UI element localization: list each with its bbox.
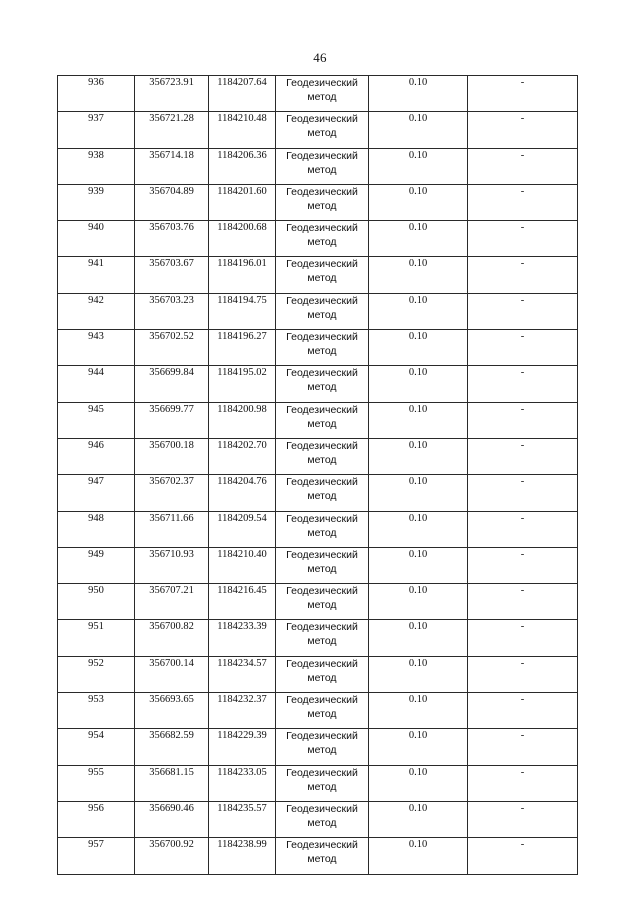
y-coordinate-cell: 1184196.27 [209,330,276,366]
table-row [58,76,578,112]
point-number-cell: 949 [58,547,135,583]
x-coordinate-cell: 356721.28 [135,112,209,148]
method-cell [276,438,369,474]
table-row [58,402,578,438]
description-cell: - [468,511,578,547]
table-row [58,366,578,402]
y-coordinate-cell: 1184200.98 [209,402,276,438]
description-cell: - [468,584,578,620]
point-number-cell: 943 [58,330,135,366]
y-coordinate-cell: 1184195.02 [209,366,276,402]
y-coordinate-cell: 1184209.54 [209,511,276,547]
method-text: Геодезический [286,839,358,852]
point-number-cell: 947 [58,475,135,511]
table-row [58,584,578,620]
point-number-cell: 937 [58,112,135,148]
description-cell: - [468,366,578,402]
table-row [58,184,578,220]
y-coordinate-cell: 1184216.45 [209,584,276,620]
accuracy-cell: 0.10 [369,221,468,257]
coordinates-table-body [58,76,578,875]
table-row [58,257,578,293]
point-number-cell: 948 [58,511,135,547]
method-text: Геодезический [286,548,358,561]
x-coordinate-cell: 356704.89 [135,184,209,220]
method-text: метод [307,308,337,321]
description-cell: - [468,838,578,874]
method-cell [276,584,369,620]
method-cell [276,656,369,692]
description-cell: - [468,438,578,474]
method-cell [276,184,369,220]
description-cell: - [468,221,578,257]
point-number-cell: 950 [58,584,135,620]
method-text: Геодезический [286,149,358,162]
description-cell: - [468,765,578,801]
method-text: Геодезический [286,802,358,815]
method-cell [276,693,369,729]
y-coordinate-cell: 1184206.36 [209,148,276,184]
table-row [58,765,578,801]
accuracy-cell: 0.10 [369,257,468,293]
table-row [58,729,578,765]
point-number-cell: 941 [58,257,135,293]
method-cell [276,148,369,184]
method-text: Геодезический [286,730,358,743]
description-cell: - [468,184,578,220]
accuracy-cell: 0.10 [369,656,468,692]
accuracy-cell: 0.10 [369,838,468,874]
accuracy-cell: 0.10 [369,438,468,474]
x-coordinate-cell: 356681.15 [135,765,209,801]
y-coordinate-cell: 1184200.68 [209,221,276,257]
method-text: метод [307,816,337,829]
accuracy-cell: 0.10 [369,584,468,620]
method-text: метод [307,562,337,575]
description-cell: - [468,729,578,765]
y-coordinate-cell: 1184204.76 [209,475,276,511]
method-text: Геодезический [286,113,358,126]
description-cell: - [468,656,578,692]
accuracy-cell: 0.10 [369,729,468,765]
method-text: метод [307,163,337,176]
point-number-cell: 954 [58,729,135,765]
table-row [58,438,578,474]
method-cell [276,293,369,329]
method-text: Геодезический [286,294,358,307]
point-number-cell: 938 [58,148,135,184]
point-number-cell: 951 [58,620,135,656]
method-text: метод [307,417,337,430]
method-text: Геодезический [286,185,358,198]
page-number: 46 [313,50,327,65]
method-cell [276,112,369,148]
table-row [58,838,578,874]
accuracy-cell: 0.10 [369,293,468,329]
x-coordinate-cell: 356700.14 [135,656,209,692]
method-text: метод [307,453,337,466]
y-coordinate-cell: 1184196.01 [209,257,276,293]
x-coordinate-cell: 356702.37 [135,475,209,511]
method-cell [276,257,369,293]
x-coordinate-cell: 356682.59 [135,729,209,765]
y-coordinate-cell: 1184202.70 [209,438,276,474]
x-coordinate-cell: 356703.76 [135,221,209,257]
method-text: метод [307,199,337,212]
table-row [58,693,578,729]
x-coordinate-cell: 356693.65 [135,693,209,729]
table-row [58,148,578,184]
method-cell [276,511,369,547]
method-cell [276,547,369,583]
y-coordinate-cell: 1184210.48 [209,112,276,148]
point-number-cell: 956 [58,801,135,837]
x-coordinate-cell: 356714.18 [135,148,209,184]
description-cell: - [468,801,578,837]
x-coordinate-cell: 356700.92 [135,838,209,874]
method-text: метод [307,744,337,757]
method-text: метод [307,526,337,539]
method-cell [276,402,369,438]
method-cell [276,765,369,801]
accuracy-cell: 0.10 [369,76,468,112]
x-coordinate-cell: 356700.18 [135,438,209,474]
accuracy-cell: 0.10 [369,330,468,366]
method-text: метод [307,853,337,866]
method-cell [276,76,369,112]
method-text: Геодезический [286,367,358,380]
table-row [58,511,578,547]
y-coordinate-cell: 1184232.37 [209,693,276,729]
method-text: метод [307,91,337,103]
x-coordinate-cell: 356700.82 [135,620,209,656]
y-coordinate-cell: 1184235.57 [209,801,276,837]
description-cell: - [468,475,578,511]
method-text: метод [307,272,337,285]
x-coordinate-cell: 356711.66 [135,511,209,547]
accuracy-cell: 0.10 [369,765,468,801]
accuracy-cell: 0.10 [369,184,468,220]
accuracy-cell: 0.10 [369,112,468,148]
table-row [58,221,578,257]
method-text: метод [307,635,337,648]
accuracy-cell: 0.10 [369,620,468,656]
point-number-cell: 942 [58,293,135,329]
description-cell: - [468,112,578,148]
point-number-cell: 946 [58,438,135,474]
description-cell: - [468,693,578,729]
x-coordinate-cell: 356723.91 [135,76,209,112]
accuracy-cell: 0.10 [369,148,468,184]
description-cell: - [468,620,578,656]
method-text: Геодезический [286,512,358,525]
y-coordinate-cell: 1184229.39 [209,729,276,765]
accuracy-cell: 0.10 [369,475,468,511]
method-text: метод [307,345,337,358]
method-text: метод [307,780,337,793]
x-coordinate-cell: 356710.93 [135,547,209,583]
description-cell: - [468,148,578,184]
method-cell [276,801,369,837]
description-cell: - [468,547,578,583]
method-cell [276,330,369,366]
method-text: метод [307,671,337,684]
description-cell: - [468,257,578,293]
y-coordinate-cell: 1184233.05 [209,765,276,801]
point-number-cell: 944 [58,366,135,402]
method-text: Геодезический [286,403,358,416]
x-coordinate-cell: 356703.23 [135,293,209,329]
description-cell: - [468,330,578,366]
point-number-cell: 957 [58,838,135,874]
method-text: Геодезический [286,222,358,235]
point-number-cell: 953 [58,693,135,729]
method-text: Геодезический [286,585,358,598]
x-coordinate-cell: 356702.52 [135,330,209,366]
method-text: Геодезический [286,657,358,670]
table-row [58,620,578,656]
accuracy-cell: 0.10 [369,366,468,402]
description-cell: - [468,293,578,329]
method-text: Геодезический [286,476,358,489]
method-text: Геодезический [286,77,358,89]
method-text: Геодезический [286,331,358,344]
description-cell: - [468,76,578,112]
x-coordinate-cell: 356707.21 [135,584,209,620]
accuracy-cell: 0.10 [369,511,468,547]
x-coordinate-cell: 356699.84 [135,366,209,402]
table-row [58,547,578,583]
method-text: метод [307,381,337,394]
method-text: метод [307,236,337,249]
table-row [58,656,578,692]
method-text: Геодезический [286,621,358,634]
accuracy-cell: 0.10 [369,547,468,583]
y-coordinate-cell: 1184233.39 [209,620,276,656]
table-row [58,330,578,366]
point-number-cell: 939 [58,184,135,220]
x-coordinate-cell: 356690.46 [135,801,209,837]
method-text: метод [307,599,337,612]
point-number-cell: 940 [58,221,135,257]
accuracy-cell: 0.10 [369,693,468,729]
method-cell [276,620,369,656]
method-text: Геодезический [286,694,358,707]
accuracy-cell: 0.10 [369,402,468,438]
method-cell [276,475,369,511]
method-text: метод [307,708,337,721]
method-cell [276,729,369,765]
description-cell: - [468,402,578,438]
table-row [58,475,578,511]
method-text: метод [307,127,337,140]
point-number-cell: 952 [58,656,135,692]
method-text: Геодезический [286,766,358,779]
method-text: Геодезический [286,439,358,452]
method-text: Геодезический [286,258,358,271]
point-number-cell: 936 [58,76,135,112]
method-cell [276,221,369,257]
y-coordinate-cell: 1184201.60 [209,184,276,220]
table-row [58,293,578,329]
x-coordinate-cell: 356703.67 [135,257,209,293]
y-coordinate-cell: 1184207.64 [209,76,276,112]
accuracy-cell: 0.10 [369,801,468,837]
method-cell [276,838,369,874]
y-coordinate-cell: 1184238.99 [209,838,276,874]
y-coordinate-cell: 1184234.57 [209,656,276,692]
method-cell [276,366,369,402]
y-coordinate-cell: 1184210.40 [209,547,276,583]
table-row [58,112,578,148]
x-coordinate-cell: 356699.77 [135,402,209,438]
coordinates-table [57,75,578,875]
point-number-cell: 955 [58,765,135,801]
point-number-cell: 945 [58,402,135,438]
y-coordinate-cell: 1184194.75 [209,293,276,329]
table-row [58,801,578,837]
method-text: метод [307,490,337,503]
